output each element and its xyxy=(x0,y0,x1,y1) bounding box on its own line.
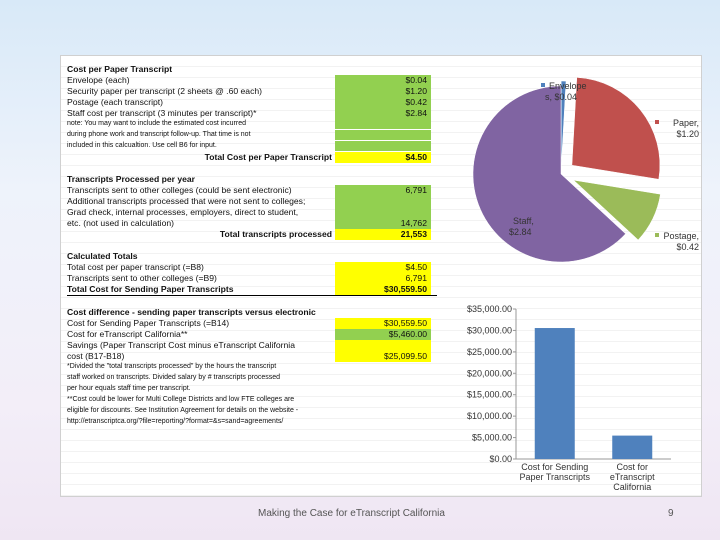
pie-label-line1: Paper, xyxy=(672,118,699,128)
row-diff-paper: Cost for Sending Paper Transcripts (=B14) $30,559.50 xyxy=(67,318,437,329)
footnote: **Cost could be lower for Multi College Districts and low FTE colleges are xyxy=(67,396,295,403)
note-line: included in this calcualtion. Use cell B6 for input. xyxy=(67,141,437,152)
row-savings: Savings (Paper Transcript Cost minus eTranscript California xyxy=(67,340,437,351)
row-sent-colleges: Transcripts sent to other colleges (could be sent electronic) 6,791 xyxy=(67,185,437,196)
bar-etranscript xyxy=(612,436,652,459)
row-paper: Security paper per transcript (2 sheets @ .60 each) $1.20 xyxy=(67,86,437,97)
pie-label-line1: Staff, xyxy=(513,216,534,226)
bar-y-tick-label: $30,000.00 xyxy=(466,325,512,336)
pie-legend-swatch xyxy=(541,83,545,87)
section-header-calculated: Calculated Totals xyxy=(67,251,138,261)
section-header-processed: Transcripts Processed per year xyxy=(67,174,196,184)
pie-label-postage xyxy=(655,231,699,252)
row-additional: Grad check, internal processes, employers, direct to student, xyxy=(67,207,437,218)
row-additional: etc. (not used in calculation) 14,762 xyxy=(67,218,437,229)
section-header-cost: Cost per Paper Transcript xyxy=(67,64,173,74)
pie-label-paper xyxy=(655,118,699,139)
footnote: eligible for discounts. See Institution Agreement for details on the website - xyxy=(67,407,299,414)
footnote: per hour equals staff time per transcript. xyxy=(67,385,191,392)
bar-y-tick-label: $0.00 xyxy=(489,454,512,464)
note-line: note: You may want to include the estimated cost incurred xyxy=(67,119,437,130)
row-total-processed: Total transcripts processed 21,553 xyxy=(67,229,437,240)
footnote: http://etranscriptca.org/?file=reporting/?format=&s=sand=agreements/ xyxy=(67,418,284,425)
pie-label-line1: Envelope xyxy=(549,81,587,91)
footnote: staff worked on transcripts. Divided salary by # transcripts processed xyxy=(67,374,281,381)
pie-legend-swatch xyxy=(655,233,659,237)
bar-paper xyxy=(535,328,575,459)
pie-slice-paper xyxy=(572,77,660,179)
pie-chart xyxy=(441,64,699,284)
bar-category-label: eTranscript xyxy=(609,472,655,482)
note-line: during phone work and transcript follow-up. That time is not xyxy=(67,130,437,141)
pie-legend-swatch xyxy=(655,120,659,124)
bar-category-label: Cost for Sending xyxy=(521,462,589,472)
page-number: 9 xyxy=(668,508,674,519)
row-additional: Additional transcripts processed that were not sent to colleges; xyxy=(67,196,437,207)
row-total-paper-cost: Total Cost per Paper Transcript $4.50 xyxy=(67,152,437,163)
bar-chart xyxy=(446,299,676,494)
pie-label-line2: $2.84 xyxy=(509,227,532,237)
footnote: *Divided the "total transcripts processed" by the hours the transcript xyxy=(67,363,277,370)
row-postage: Postage (each transcript) $0.42 xyxy=(67,97,437,108)
row-calc-sent: Transcripts sent to other colleges (=B9) 6,791 xyxy=(67,273,437,284)
row-envelope: Envelope (each) $0.04 xyxy=(67,75,437,86)
pie-legend-swatch xyxy=(505,218,509,222)
bar-chart-svg xyxy=(446,299,676,494)
bar-y-tick-label: $35,000.00 xyxy=(466,304,512,314)
spreadsheet xyxy=(60,55,702,497)
bar-category-label: California xyxy=(613,482,652,492)
pie-label-line2: $0.42 xyxy=(676,242,699,252)
bar-y-tick-label: $5,000.00 xyxy=(471,432,512,443)
pie-label-line2: s, $0.04 xyxy=(545,92,578,102)
pie-label-line2: $1.20 xyxy=(676,129,699,139)
cost-table xyxy=(67,64,437,428)
bar-y-tick-label: $20,000.00 xyxy=(466,368,512,379)
section-header-difference: Cost difference - sending paper transcripts versus electronic xyxy=(67,307,316,317)
bar-y-tick-label: $15,000.00 xyxy=(466,389,512,400)
row-diff-etranscript: Cost for eTranscript California** $5,460.00 xyxy=(67,329,437,340)
row-calc-cost: Total cost per paper transcript (=B8) $4.50 xyxy=(67,262,437,273)
pie-label-line1: Postage, xyxy=(663,231,699,241)
footer-title: Making the Case for eTranscript California xyxy=(258,508,445,519)
row-calc-total: Total Cost for Sending Paper Transcripts $30,559.50 xyxy=(67,284,437,296)
row-savings: cost (B17-B18) $25,099.50 xyxy=(67,351,437,362)
row-staff: Staff cost per transcript (3 minutes per transcript)* $2.84 xyxy=(67,108,437,119)
bar-category-label: Cost for xyxy=(616,462,649,472)
bar-y-tick-label: $25,000.00 xyxy=(466,346,512,357)
bar-category-label: Paper Transcripts xyxy=(519,472,591,482)
pie-chart-svg xyxy=(441,64,699,284)
bar-y-tick-label: $10,000.00 xyxy=(466,411,512,422)
